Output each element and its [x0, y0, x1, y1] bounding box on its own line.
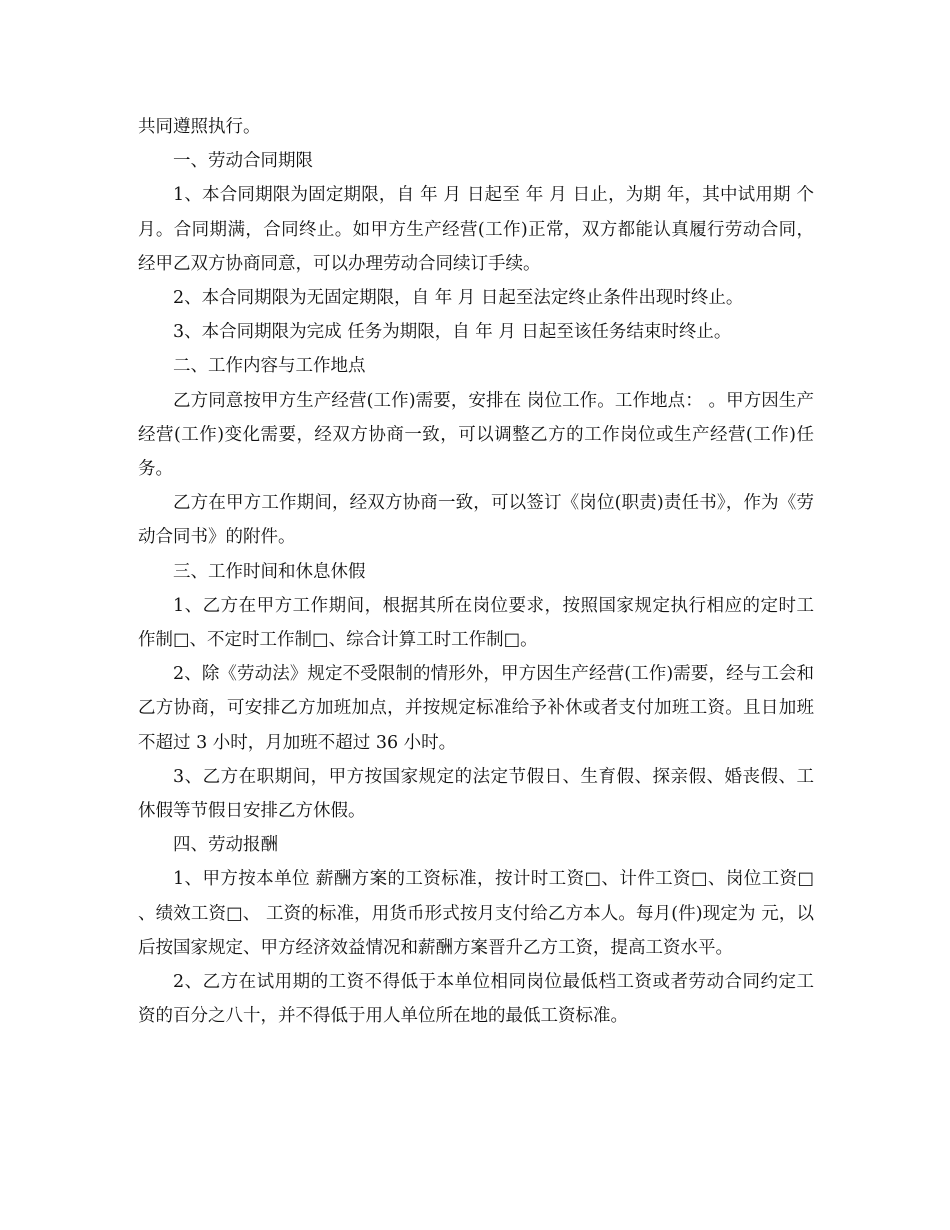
paragraph-overtime: 2、除《劳动法》规定不受限制的情形外，甲方因生产经营(工作)需要，经与工会和乙方协商，可安排乙方加班加点，并按规定标准给予补休或者支付加班工资。且日加班不超过 3 小时，月加班不超过 36 小时。	[138, 664, 814, 753]
paragraph-fixed-term: 1、本合同期限为固定期限，自 年 月 日起至 年 月 日止，为期 年，其中试用期 个月。合同期满，合同终止。如甲方生产经营(工作)正常，双方都能认真履行劳动合同，经甲乙双方协商同意，可以办理劳动合同续订手续。	[138, 185, 814, 274]
section-heading-remuneration: 四、劳动报酬	[173, 835, 278, 856]
paragraph-open-term: 2、本合同期限为无固定期限，自 年 月 日起至法定终止条件出现时终止。	[173, 288, 744, 309]
document-body	[138, 110, 814, 1033]
section-heading-working-hours: 三、工作时间和休息休假	[173, 561, 366, 582]
paragraph-task-term: 3、本合同期限为完成 任务为期限，自 年 月 日起至该任务结束时终止。	[173, 322, 732, 343]
paragraph-salary-standard: 1、甲方按本单位 薪酬方案的工资标准，按计时工资□、计件工资□、岗位工资□ 、绩效工资□、 工资的标准，用货币形式按月支付给乙方本人。每月(件)现定为 元，以后按国家规定、甲方经济效益情况和薪酬方案晋升乙方工资，提高工资水平。	[138, 869, 814, 958]
paragraph-holidays: 3、乙方在职期间，甲方按国家规定的法定节假日、生育假、探亲假、婚丧假、工休假等节假日安排乙方休假。	[138, 766, 814, 822]
paragraph-responsibility-letter: 乙方在甲方工作期间，经双方协商一致，可以签订《岗位(职责)责任书》，作为《劳动合同书》的附件。	[138, 493, 814, 548]
section-heading-contract-term: 一、劳动合同期限	[173, 151, 313, 172]
section-heading-work-content: 二、工作内容与工作地点	[173, 356, 366, 377]
paragraph-continuation: 共同遵照执行。	[138, 117, 261, 137]
paragraph-probation-salary: 2、乙方在试用期的工资不得低于本单位相同岗位最低档工资或者劳动合同约定工资的百分之八十，并不得低于用人单位所在地的最低工资标准。	[138, 972, 814, 1027]
paragraph-work-schedule: 1、乙方在甲方工作期间，根据其所在岗位要求，按照国家规定执行相应的定时工作制□、不定时工作制□、综合计算工时工作制□。	[138, 595, 814, 651]
paragraph-work-arrangement: 乙方同意按甲方生产经营(工作)需要，安排在 岗位工作。工作地点： 。甲方因生产经营(工作)变化需要，经双方协商一致，可以调整乙方的工作岗位或生产经营(工作)任务。	[138, 390, 814, 480]
